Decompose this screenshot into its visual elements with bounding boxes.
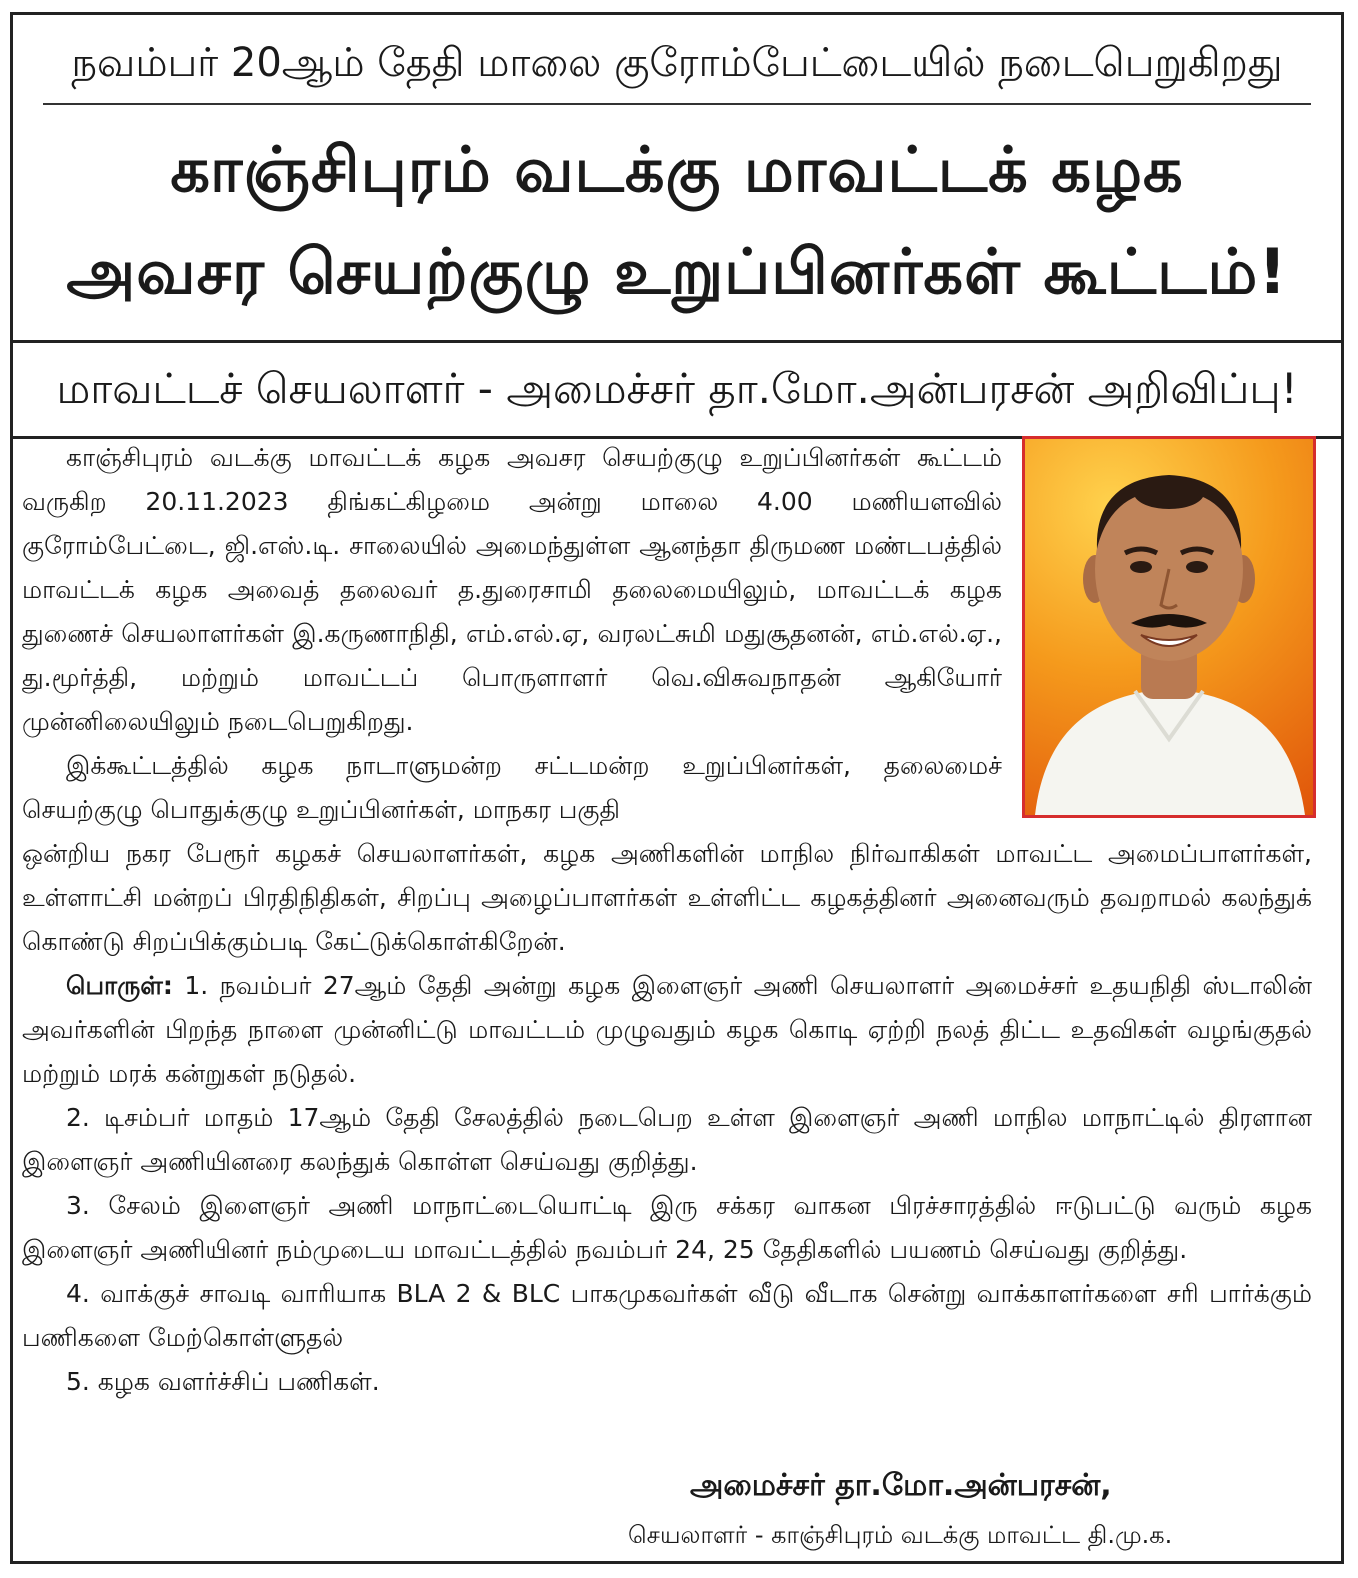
subject-label: பொருள்: <box>66 971 173 1000</box>
paragraph-meeting-details: காஞ்சிபுரம் வடக்கு மாவட்டக் கழக அவசர செயற்குழு உறுப்பினர்கள் கூட்டம் வருகிற 20.11.2023 திங்கட்கிழமை அன்று மாலை 4.00 மணியளவில் குரோம்பேட்டை, ஜி.எஸ்.டி. சாலையில் அமைந்துள்ள ஆனந்தா திருமண மண்டபத்தில் மாவட்டக் கழக அவைத் தலைவர் த.துரைசாமி தலைமையிலும், மாவட்டக் கழக துணைச் செயலாளர்கள் இ.கருணாநிதி, எம்.எல்.ஏ, வரலட்சுமி மதுசூதனன், எம்.எல்.ஏ., து.மூர்த்தி, மற்றும் மாவட்டப் பொருளாளர் வெ.விசுவநாதன் ஆகியோர் முன்னிலையிலும் நடைபெறுகிறது. <box>22 443 1002 736</box>
signature-name: அமைச்சர் தா.மோ.அன்பரசன், <box>690 1468 1112 1503</box>
signature-title: செயலாளர் - காஞ்சிபுரம் வடக்கு மாவட்ட தி.மு.க. <box>628 1521 1173 1549</box>
notice-body <box>22 436 1312 1404</box>
subheadline-section <box>13 343 1341 439</box>
agenda-item-1-text: 1. நவம்பர் 27ஆம் தேதி அன்று கழக இளைஞர் அணி செயலாளர் அமைச்சர் உதயநிதி ஸ்டாலின் அவர்களின் பிறந்த நாளை முன்னிட்டு மாவட்டம் முழுவதும் கழக கொடி ஏற்றி நலத் திட்ட உதவிகள் வழங்குதல் மற்றும் மரக் கன்றுகள் நடுதல். <box>22 971 1312 1088</box>
agenda-item-1 <box>22 964 1312 1096</box>
headline-line-2: அவசர செயற்குழு உறுப்பினர்கள் கூட்டம்! <box>66 235 1288 308</box>
title-section <box>13 15 1341 343</box>
headline-line-1: காஞ்சிபுரம் வடக்கு மாவட்டக் கழக <box>170 133 1184 206</box>
agenda-item-3: 3. சேலம் இளைஞர் அணி மாநாட்டையொட்டி இரு சக்கர வாகன பிரச்சாரத்தில் ஈடுபட்டு வரும் கழக இளைஞர் அணியினர் நம்முடைய மாவட்டத்தில் நவம்பர் 24, 25 தேதிகளில் பயணம் செய்வது குறித்து. <box>22 1191 1312 1264</box>
paragraph-invitees-end: ஒன்றிய நகர பேரூர் கழகச் செயலாளர்கள், கழக அணிகளின் மாநில நிர்வாகிகள் மாவட்ட அமைப்பாளர்கள், உள்ளாட்சி மன்றப் பிரதிநிதிகள், சிறப்பு அழைப்பாளர்கள் உள்ளிட்ட கழகத்தினர் அனைவரும் தவறாமல் கலந்துக் கொண்டு சிறப்பிக்கும்படி கேட்டுக்கொள்கிறேன். <box>22 839 1312 956</box>
agenda-item-5: 5. கழக வளர்ச்சிப் பணிகள். <box>66 1367 380 1396</box>
subheadline: மாவட்டச் செயலாளர் - அமைச்சர் தா.மோ.அன்பரசன் அறிவிப்பு! <box>56 364 1298 413</box>
paragraph-invitees-start: இக்கூட்டத்தில் கழக நாடாளுமன்ற சட்டமன்ற உறுப்பினர்கள், தலைமைச் செயற்குழு பொதுக்குழு உறுப்பினர்கள், மாநகர பகுதி <box>22 751 1002 824</box>
kicker-divider <box>43 103 1311 105</box>
agenda-item-2: 2. டிசம்பர் மாதம் 17ஆம் தேதி சேலத்தில் நடைபெற உள்ள இளைஞர் அணி மாநில மாநாட்டில் திரளான இளைஞர் அணியினரை கலந்துக் கொள்ள செய்வது குறித்து. <box>22 1103 1312 1176</box>
agenda-item-4: 4. வாக்குச் சாவடி வாரியாக BLA 2 & BLC பாகமுகவர்கள் வீடு வீடாக சென்று வாக்காளர்களை சரி பார்க்கும் பணிகளை மேற்கொள்ளுதல் <box>22 1279 1312 1352</box>
kicker-line: நவம்பர் 20ஆம் தேதி மாலை குரோம்பேட்டையில் நடைபெறுகிறது <box>71 40 1283 86</box>
